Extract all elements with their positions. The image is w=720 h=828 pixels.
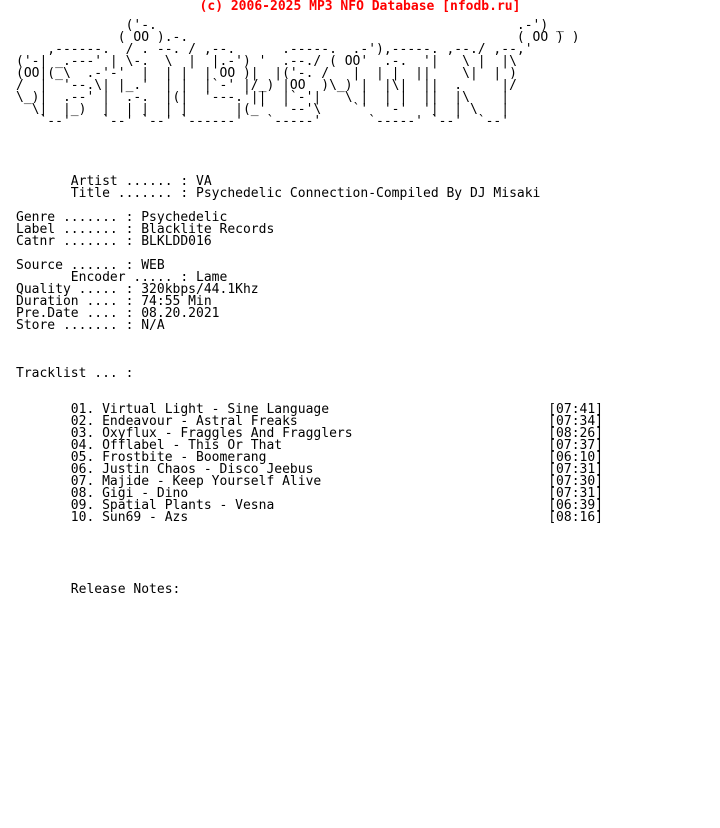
nfo-line: Title ....... : Psychedelic Connection-Compiled By DJ Misaki	[16, 186, 541, 201]
nfo-line: 03. Oxyflux - Fraggles And Fragglers [08:26]	[16, 426, 603, 441]
nfo-line: 07. Majide - Keep Yourself Alive [07:30]	[16, 474, 603, 489]
nfo-line	[16, 524, 603, 536]
nfo-line: Release Notes:	[16, 582, 181, 597]
nfo-line	[16, 128, 603, 140]
nfo-line: Artist ...... : VA	[16, 174, 212, 189]
nfo-line	[16, 344, 603, 356]
nfo-line	[16, 560, 603, 572]
nfo-line	[16, 140, 603, 152]
nfo-line: ('-. .-') _	[16, 18, 564, 33]
nfo-line	[16, 380, 603, 392]
nfo-line: Tracklist ... :	[16, 366, 134, 381]
site-header: (c) 2006-2025 MP3 NFO Database [nfodb.ru]	[199, 0, 521, 14]
nfo-line	[16, 548, 603, 560]
nfo-line: / | '--.\| |_.' | | |`-' |/_) |OO )\_) | |\| || . |/	[16, 78, 517, 93]
nfo-line: Store ....... : N/A	[16, 318, 165, 333]
nfo-line: 10. Sun69 - Azs [08:16]	[16, 510, 603, 525]
nfo-line: Encoder ..... : Lame	[16, 270, 228, 285]
nfo-line: Catnr ....... : BLKLDD016	[16, 234, 212, 249]
nfo-line: 08. Gigi - Dino [07:31]	[16, 486, 603, 501]
nfo-line: Pre.Date .... : 08.20.2021	[16, 306, 220, 321]
nfo-line: \_)| .--' | .-. |(| '---.'|| |`-'| \ | | | || |\ |	[16, 90, 510, 105]
nfo-line: `--' `--' `--' `------' `-----' `-----' `--' `--'	[16, 114, 510, 129]
nfo-text-block	[16, 20, 603, 596]
nfo-line	[16, 152, 603, 164]
nfo-line: \| |_) | | | | | |(_' '--'\ `' '-' '| | \ |	[16, 102, 510, 117]
nfo-line: 05. Frostbite - Boomerang [06:10]	[16, 450, 603, 465]
nfo-line: ('-| _.---' | \-. \ | |.-') ' .--./ ( OO' .-. '| \ | |\	[16, 54, 517, 69]
nfo-line: Label ....... : Blacklite Records	[16, 222, 275, 237]
nfo-line: Quality ..... : 320kbps/44.1Khz	[16, 282, 259, 297]
nfo-line: ,------. / . --. / ,--. .-----. .-'),-----. ,--./ ,--,'	[16, 42, 533, 57]
nfo-line	[16, 536, 603, 548]
nfo-line: Source ...... : WEB	[16, 258, 165, 273]
nfo-line: (OO|(_\ .-'-' | | | | OO )| |('-. / | | | || \| | )	[16, 66, 517, 81]
nfo-line: Duration .... : 74:55 Min	[16, 294, 212, 309]
nfo-line	[16, 332, 603, 344]
nfo-line: 09. Spatial Plants - Vesna [06:39]	[16, 498, 603, 513]
nfo-line: ( OO ).-. ( OO ) )	[16, 30, 580, 45]
nfo-line: Genre ....... : Psychedelic	[16, 210, 228, 225]
nfo-line: 02. Endeavour - Astral Freaks [07:34]	[16, 414, 603, 429]
nfo-line: 04. Offlabel - This Or That [07:37]	[16, 438, 603, 453]
nfo-line: 01. Virtual Light - Sine Language [07:41]	[16, 402, 603, 417]
nfo-line: 06. Justin Chaos - Disco Jeebus [07:31]	[16, 462, 603, 477]
